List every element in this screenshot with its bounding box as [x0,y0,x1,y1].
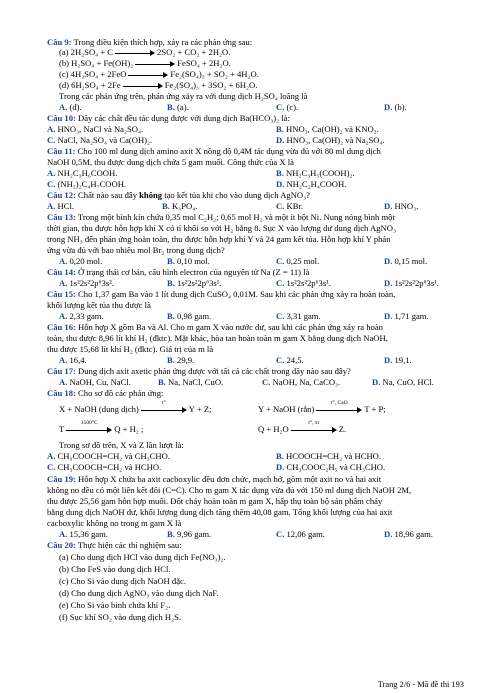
question-label: Câu 9: [47,37,72,47]
reaction-arrow-icon [115,49,155,57]
reaction-scheme-2: Y + NaOH (rắn) t°, CaO T + P; [258,400,386,414]
option-a[interactable]: A. 2,33 gam. [59,311,104,321]
option-c[interactable]: C. CH₃COOCH=CH₂ và HCHO. [47,462,162,472]
option-b[interactable]: B. Na, NaCl, CuO. [158,377,224,387]
option-d[interactable]: D. 1,71 gam. [384,311,429,321]
option-a[interactable]: A. 15,36 gam. [59,529,108,539]
option-a[interactable]: A. 16,4. [59,355,87,365]
option-b[interactable]: B. 9,96 gam. [167,529,212,539]
option-d[interactable]: D. 18,96 gam. [384,529,433,539]
option-a[interactable]: A. HNO₃, NaCl và Na₂SO₄. [47,124,144,134]
reaction-line: (a) 2H₂SO₄ + C 2SO₂ + CO₂ + 2H₂O. [59,47,231,57]
question-17-stem: Câu 17: Dung dịch axit axetic phản ứng được với tất cả các chất trong dãy nào sau đây? [47,366,351,376]
question-text: không no đều có một liên kết đôi (C=C). Cho m gam X tác dụng vừa đủ với 150 ml dung dịch NaOH 2M, [47,485,412,495]
option-c[interactable]: C. KBr. [276,201,303,211]
option-b[interactable]: B. 29,9. [167,355,195,365]
reaction-scheme-3: T 1500°C Q + H₂ ; [59,420,144,434]
option-a[interactable]: A. NH₂C₃H₆COOH. [47,168,118,178]
question-text: NaOH 0,5M, thu được dung dịch chứa 5 gam muối. Công thức của X là [47,157,294,167]
reaction-arrow-icon: t°, CaO [316,406,362,414]
reaction-scheme-1: X + NaOH (dung dịch) t° Y + Z; [59,400,212,414]
option-b[interactable]: B. NH₂C₃H₅(COOH)₂. [276,168,355,178]
option-b[interactable]: B. HNO₃, Ca(OH)₂ và KNO₃. [276,124,379,134]
option-a[interactable]: A. CH₃COOCH=CH₂ và CH₃CHO. [47,451,170,461]
option-d[interactable]: D. 0,15 mol. [384,256,428,266]
reaction-arrow-icon: t°, xt [291,426,337,434]
option-c[interactable]: C. 24,5. [276,355,304,365]
question-text: thu được 15,68 lít khí H₂ (đktc). Giá trị của m là [47,344,214,354]
option-d[interactable]: D. (b). [384,102,407,112]
option-a[interactable]: A. 1s²2s²2p⁶3s². [59,278,114,288]
option-b[interactable]: B. HCOOCH=CH₂ và HCHO. [276,451,382,461]
question-text: thời gian, thu được hỗn hợp khí X có tỉ khối so với H₂ bằng 8. Sục X vào lượng dư dung dịch AgNO₃ [47,223,396,233]
question-16-stem: Câu 16: Hỗn hợp X gồm Ba và Al. Cho m gam X vào nước dư, sau khi các phản ứng xảy ra hoàn [47,322,383,332]
reaction-arrow-icon: t° [141,406,187,414]
question-18-stem: Câu 18: Cho sơ đồ các phản ứng: [47,388,164,398]
option-d[interactable]: D. HNO₃. [384,201,419,211]
experiment-item: (f) Sục khí SO₂ vào dung dịch H₂S. [59,612,181,622]
question-text: thu được 25,56 gam hỗn hợp muối. Đốt cháy hoàn toàn m gam X, hấp thụ toàn bộ sản phẩm cháy [47,496,383,506]
option-c[interactable]: C. 12,06 gam. [276,529,325,539]
question-text: Trong sơ đồ trên, X và Z lần lượt là: [59,440,184,450]
question-text: bằng dung dịch NaOH dư, khối lượng dung dịch tăng thêm 40,08 gam. Tổng khối lượng của hai axit [47,507,393,517]
option-a[interactable]: A. 0,20 mol. [59,256,103,266]
question-9-stem: Câu 9: Trong điều kiện thích hợp, xảy ra các phản ứng sau: [47,37,253,47]
option-a[interactable]: A. HCl. [47,201,74,211]
reaction-scheme-4: Q + H₂O t°, xt Z. [258,420,347,434]
question-11-stem: Câu 11: Cho 100 ml dung dịch amino axit X nồng độ 0,4M tác dụng vừa đủ với 80 ml dung dịch [47,146,381,156]
option-c[interactable]: C. NaCl, Na₂SO₄ và Ca(OH)₂. [47,135,153,145]
page-footer: Trang 2/6 - Mã đề thi 193 [377,680,464,689]
question-10-stem: Câu 10: Dãy các chất đều tác dụng được với dung dịch Ba(HCO₃)₂ là: [47,113,290,123]
option-c[interactable]: C. NaOH, Na, CaCO₃. [262,377,341,387]
reaction-line: (d) 6H₂SO₄ + 2Fe Fe₂(SO₄)₃ + 3SO₂ + 6H₂O. [59,80,258,90]
option-d[interactable]: D. NH₂C₂H₄COOH. [276,179,347,189]
option-b[interactable]: B. 0,98 gam. [167,311,212,321]
question-15-stem: Câu 15: Cho 1,37 gam Ba vào 1 lít dung dịch CuSO₄ 0,01M. Sau khi các phản ứng xảy ra hoàn toàn, [47,289,396,299]
question-text: khối lượng kết tủa thu được là [47,300,151,310]
question-text: Trong các phản ứng trên, phản ứng xảy ra với dung dịch H₂SO₄ loãng là [59,91,308,101]
question-13-stem: Câu 13: Trong một bình kín chứa 0,35 mol C₂H₂; 0,65 mol H₂ và một ít bột Ni. Nung nóng bình một [47,212,395,222]
question-text: trong NH₃ đến phản ứng hoàn toàn, thu được hỗn hợp khí Y và 24 gam kết tủa. Hỗn hợp khí Y phản [47,234,391,244]
experiment-item: (b) Cho FeS vào dung dịch HCl. [59,564,171,574]
question-text: ứng vừa đủ với bao nhiêu mol Br₂ trong dung dịch? [47,245,225,255]
option-a[interactable]: A. (d). [59,102,82,112]
option-b[interactable]: B. 0,10 mol. [167,256,210,266]
option-d[interactable]: D. 1s²2s²2p⁶3s¹. [384,278,439,288]
option-b[interactable]: B. (a). [167,102,189,112]
reaction-arrow-icon [135,60,175,68]
option-c[interactable]: C. (c). [276,102,299,112]
reaction-line: (c) 4H₂SO₄ + 2FeO Fe₂(SO₄)₃ + SO₂ + 4H₂O. [59,69,259,79]
reaction-line: (b) H₂SO₄ + Fe(OH)₂ FeSO₄ + 2H₂O. [59,58,231,68]
question-14-stem: Câu 14: Ở trạng thái cơ bản, cấu hình electron của nguyên tử Na (Z = 11) là [47,267,310,277]
option-d[interactable]: D. Na, CuO, HCl. [372,377,434,387]
question-text: cacboxylic không no trong m gam X là [47,518,182,528]
question-12-stem: Câu 12: Chất nào sau đây không tạo kết tủa khi cho vào dung dịch AgNO₃? [47,190,310,200]
option-d[interactable]: D. HNO₃, Ca(OH)₂ và Na₂SO₄. [276,135,385,145]
reaction-arrow-icon [128,71,168,79]
question-19-stem: Câu 19: Hỗn hợp X chứa ba axit cacboxylic đều đơn chức, mạch hở, gồm một axit no và hai axit [47,474,382,484]
reaction-arrow-icon [123,82,163,90]
option-d[interactable]: D. CH₃COOC₂H₅ và CH₃CHO. [276,462,386,472]
question-text: toàn, thu được 8,96 lít khí H₂ (đktc). Mặt khác, hòa tan hoàn toàn m gam X bằng dung dịch NaOH, [47,333,388,343]
option-c[interactable]: C. 0,25 mol. [276,256,320,266]
experiment-item: (e) Cho Si vào bình chứa khí F₂. [59,600,171,610]
option-d[interactable]: D. 19,1. [384,355,412,365]
reaction-arrow-icon: 1500°C [66,426,112,434]
option-c[interactable]: C. (NH₂)₂C₄H₇COOH. [47,179,127,189]
experiment-item: (d) Cho dung dịch AgNO₃ vào dung dịch NaF. [59,588,219,598]
question-20-stem: Câu 20: Thực hiện các thí nghiệm sau: [47,540,182,550]
option-b[interactable]: B. 1s²2s²2p⁶3s¹. [167,278,222,288]
option-b[interactable]: B. K₃PO₄. [162,201,198,211]
option-a[interactable]: A. NaOH, Cu, NaCl. [59,377,131,387]
experiment-item: (a) Cho dung dịch HCl vào dung dịch Fe(NO₃)₂. [59,552,226,562]
option-c[interactable]: C. 1s²2s²2p⁶3s¹. [276,278,331,288]
option-c[interactable]: C. 3,31 gam. [276,311,321,321]
experiment-item: (c) Cho Si vào dung dịch NaOH đặc. [59,576,186,586]
